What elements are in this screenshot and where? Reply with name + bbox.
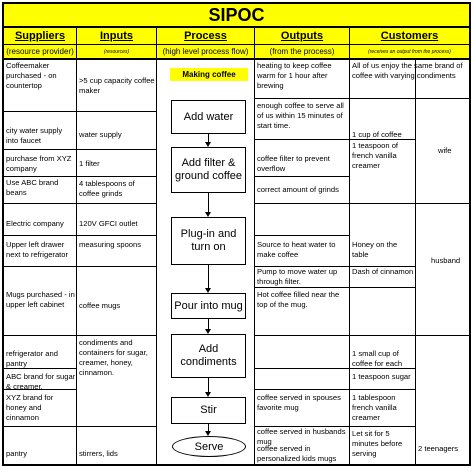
process-title: Making coffee bbox=[170, 68, 248, 81]
process-step-serve: Serve bbox=[172, 436, 246, 457]
customer-name: 2 teenagers bbox=[418, 444, 459, 453]
input-cell: coffee mugs bbox=[79, 301, 121, 310]
row-line bbox=[255, 389, 349, 390]
header-outputs: Outputs bbox=[255, 28, 350, 45]
row-line bbox=[350, 389, 415, 390]
row-line bbox=[77, 335, 156, 336]
row-line bbox=[350, 98, 469, 99]
row-line bbox=[255, 98, 349, 99]
customer-cell: 1 tablespoon french vanilla creamer bbox=[352, 393, 397, 422]
supplier-cell: XYZ brand for honey and cinnamon bbox=[6, 393, 54, 422]
process-step-stir: Stir bbox=[171, 397, 246, 424]
output-cell: Source to heat water to make coffee bbox=[257, 240, 336, 259]
customer-cell: 1 teaspoon sugar bbox=[352, 372, 411, 381]
header-process: Process bbox=[157, 28, 255, 45]
row-line bbox=[4, 111, 76, 112]
customer-cell: Let sit for 5 minutes before serving bbox=[352, 429, 403, 458]
row-line bbox=[77, 176, 156, 177]
subheader-inputs: (resources) bbox=[77, 45, 157, 60]
row-line bbox=[255, 139, 349, 140]
supplier-cell: Use ABC brand beans bbox=[6, 178, 59, 197]
row-line bbox=[4, 335, 76, 336]
supplier-cell: purchase from XYZ company bbox=[6, 154, 72, 173]
row-line bbox=[77, 111, 156, 112]
output-cell: heating to keep coffee warm for 1 hour after brewing bbox=[257, 61, 332, 90]
customer-name: wife bbox=[438, 146, 452, 155]
input-cell: 120V GFCI outlet bbox=[79, 219, 138, 228]
divider bbox=[76, 60, 77, 464]
row-line bbox=[255, 287, 349, 288]
row-line bbox=[4, 203, 76, 204]
input-cell: water supply bbox=[79, 130, 122, 139]
process-step-pour: Pour into mug bbox=[171, 293, 246, 319]
sipoc-sheet bbox=[2, 2, 471, 466]
row-line bbox=[4, 266, 76, 267]
row-line bbox=[77, 203, 156, 204]
input-cell: >5 cup capacity coffee maker bbox=[79, 76, 155, 95]
row-line bbox=[77, 149, 156, 150]
flow-arrow bbox=[208, 265, 209, 289]
header-inputs: Inputs bbox=[77, 28, 157, 45]
output-cell: coffee served in husbands mug bbox=[257, 427, 346, 446]
sipoc-title: SIPOC bbox=[4, 4, 469, 28]
flow-arrow bbox=[208, 424, 209, 432]
divider bbox=[415, 60, 416, 464]
subheader-outputs: (from the process) bbox=[255, 45, 350, 60]
row-line bbox=[77, 426, 156, 427]
row-line bbox=[77, 235, 156, 236]
output-cell: coffee served in spouses favorite mug bbox=[257, 393, 341, 412]
subheader-customers: (receives an output from the process) bbox=[350, 45, 469, 60]
customer-cell: All of us enjoy the same brand of coffee with varying condiments bbox=[352, 61, 463, 80]
header-customers: Customers bbox=[350, 28, 469, 45]
process-step-plug-in: Plug-in and turn on bbox=[171, 217, 246, 265]
row-line bbox=[4, 235, 76, 236]
customer-name: husband bbox=[431, 256, 461, 265]
supplier-cell: city water supply into faucet bbox=[6, 126, 63, 145]
flow-arrow bbox=[208, 319, 209, 330]
supplier-cell: Mugs purchased - in upper left cabinet bbox=[6, 290, 75, 309]
output-cell: coffee served in personalized kids mugs bbox=[257, 444, 337, 463]
row-line bbox=[4, 149, 76, 150]
row-line bbox=[350, 203, 469, 204]
flow-arrow bbox=[208, 193, 209, 213]
input-cell: condiments and containers for sugar, creamer, honey, cinnamon. bbox=[79, 338, 148, 377]
input-cell: 1 filter bbox=[79, 159, 100, 168]
process-step-add-filter: Add filter & ground coffee bbox=[171, 147, 246, 193]
customer-cell: Honey on the table bbox=[352, 240, 398, 259]
supplier-cell: Coffeemaker purchased - on countertop bbox=[6, 61, 57, 90]
subheader-suppliers: (resource provider) bbox=[4, 45, 77, 60]
customer-cell: 1 teaspoon of french vanilla creamer bbox=[352, 141, 399, 170]
customer-cell: Dash of cinnamon bbox=[352, 267, 414, 276]
input-cell: stirrers, lids bbox=[79, 449, 118, 458]
customer-cell: 1 cup of coffee bbox=[352, 130, 402, 139]
supplier-cell: pantry bbox=[6, 449, 28, 458]
output-cell: correct amount of grinds bbox=[257, 185, 339, 194]
row-line bbox=[255, 368, 349, 369]
row-line bbox=[350, 335, 469, 336]
header-suppliers: Suppliers bbox=[4, 28, 77, 45]
row-line bbox=[255, 235, 349, 236]
row-line bbox=[4, 426, 76, 427]
row-line bbox=[350, 287, 415, 288]
subheader-process: (high level process flow) bbox=[157, 45, 255, 60]
process-step-condiments: Add condiments bbox=[171, 334, 246, 378]
row-line bbox=[255, 203, 349, 204]
supplier-cell: refrigerator and pantry bbox=[6, 349, 58, 368]
row-line bbox=[4, 176, 76, 177]
input-cell: measuring spoons bbox=[79, 240, 142, 249]
supplier-cell: ABC brand for sugar & creamer. bbox=[6, 372, 76, 391]
process-step-add-water: Add water bbox=[171, 100, 246, 134]
flow-arrow bbox=[208, 378, 209, 393]
row-line bbox=[255, 335, 349, 336]
flow-arrow bbox=[208, 134, 209, 143]
supplier-cell: Upper left drawer next to refrigerator bbox=[6, 240, 69, 259]
customer-cell: 1 small cup of coffee for each bbox=[352, 349, 403, 368]
row-line bbox=[77, 266, 156, 267]
output-cell: enough coffee to serve all of us within 15 minutes of start time. bbox=[257, 101, 344, 130]
output-cell: Pump to move water up through filter. bbox=[257, 267, 338, 286]
row-line bbox=[350, 426, 415, 427]
divider bbox=[156, 60, 157, 464]
output-cell: Hot coffee filled near the top of the mug. bbox=[257, 290, 340, 309]
row-line bbox=[255, 176, 349, 177]
input-cell: 4 tablespoons of coffee grinds bbox=[79, 179, 135, 198]
output-cell: coffee filter to prevent overflow bbox=[257, 154, 330, 173]
supplier-cell: Electric company bbox=[6, 219, 64, 228]
